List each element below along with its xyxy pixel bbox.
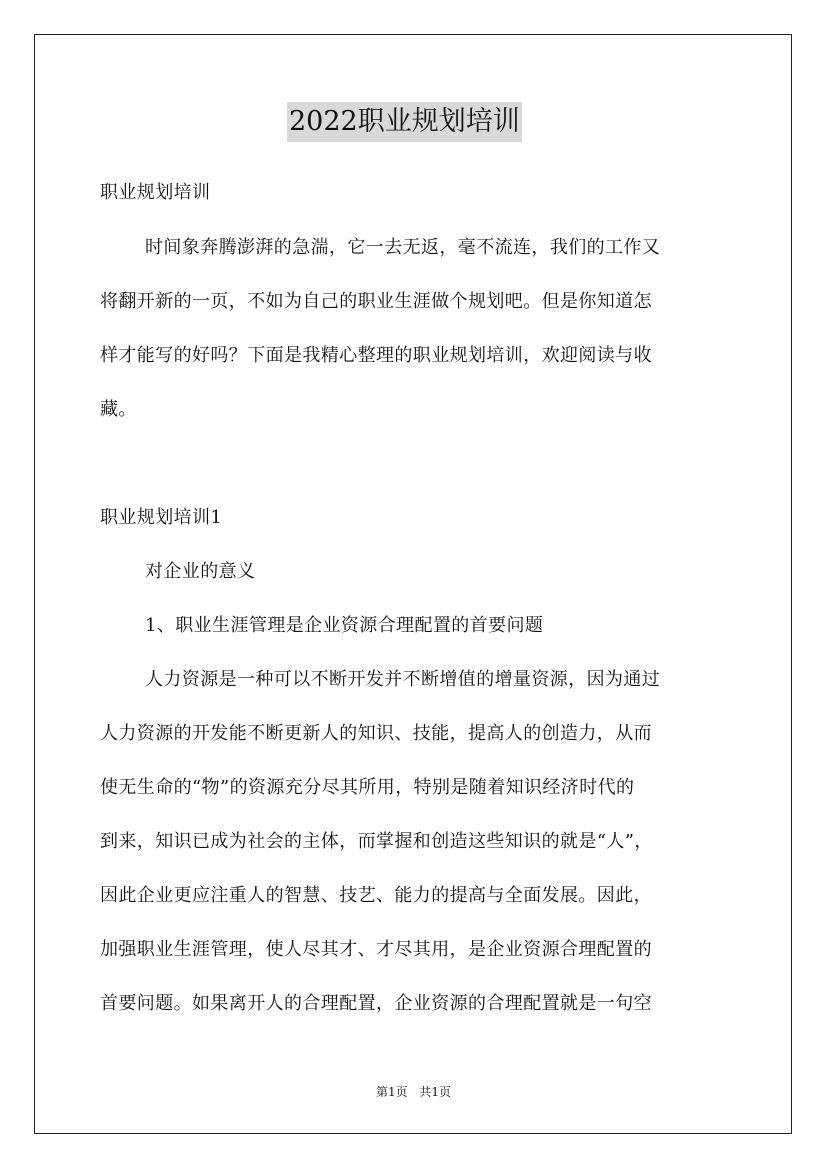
body-line-3: 使无生命的“物”的资源充分尽其所用，特别是随着知识经济时代的: [100, 777, 635, 798]
body-line-1: 人力资源是一种可以不断开发并不断增值的增量资源，因为通过: [145, 669, 661, 690]
intro-heading: 职业规划培训: [100, 182, 211, 203]
intro-line-2: 将翻开新的一页，不如为自己的职业生涯做个规划吧。但是你知道怎: [100, 291, 652, 312]
page-footer: [0, 1084, 827, 1100]
intro-line-1: 时间象奔腾澎湃的急湍，它一去无返，毫不流连，我们的工作又: [145, 237, 661, 258]
intro-line-3: 样才能写的好吗？下面是我精心整理的职业规划培训，欢迎阅读与收: [100, 345, 652, 366]
section-heading: 职业规划培训1: [100, 507, 223, 528]
section-subheading: 对企业的意义: [145, 561, 256, 582]
total-pages: 共1页: [419, 1085, 452, 1099]
body-line-2: 人力资源的开发能不断更新人的知识、技能，提高人的创造力，从而: [100, 723, 652, 744]
page-number: 第1页: [375, 1085, 408, 1099]
body-line-5: 因此企业更应注重人的智慧、技艺、能力的提高与全面发展。因此，: [100, 885, 652, 906]
intro-line-4: 藏。: [100, 399, 137, 420]
point-heading: 1、职业生涯管理是企业资源合理配置的首要问题: [145, 615, 544, 636]
body-line-7: 首要问题。如果离开人的合理配置，企业资源的合理配置就是一句空: [100, 993, 652, 1014]
document-title: 2022职业规划培训: [287, 102, 522, 142]
body-line-6: 加强职业生涯管理，使人尽其才、才尽其用，是企业资源合理配置的: [100, 939, 652, 960]
body-line-4: 到来，知识已成为社会的主体，而掌握和创造这些知识的就是“人”，: [100, 831, 653, 852]
